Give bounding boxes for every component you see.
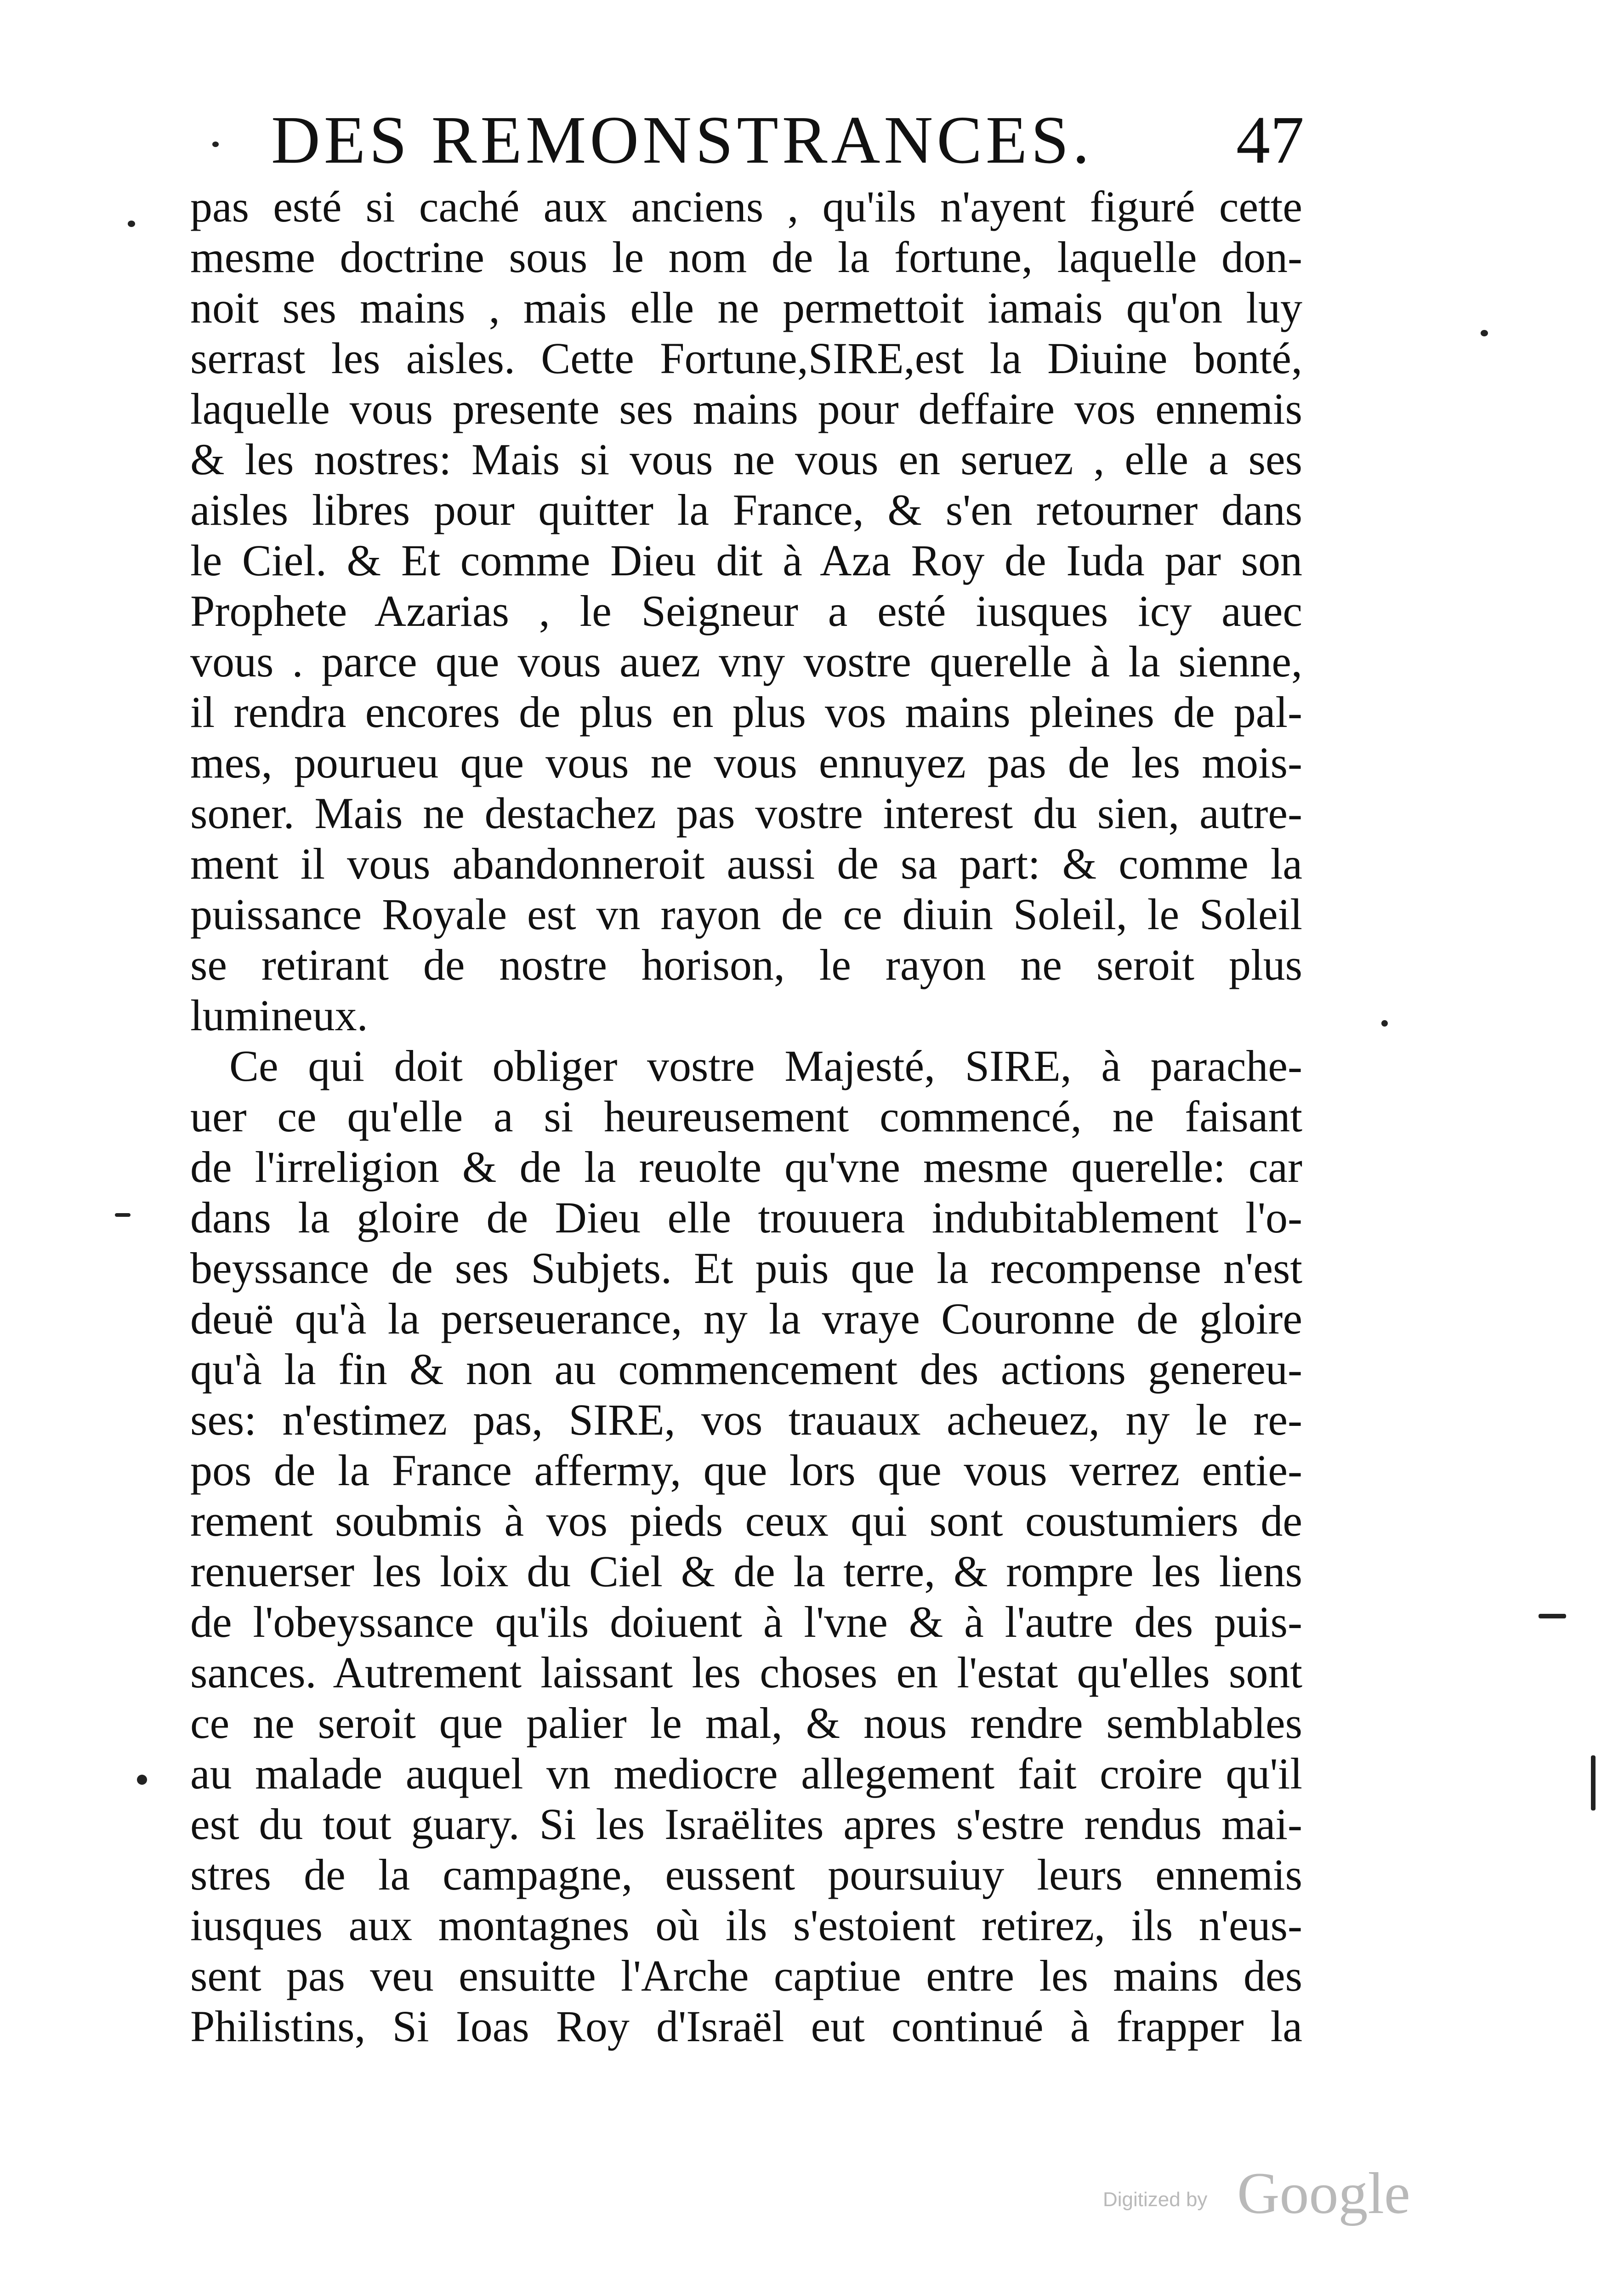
text-line: Philistins, Si Ioas Roy d'Israël eut continué à frapper la bbox=[190, 2002, 1302, 2051]
scan-speck bbox=[137, 1775, 147, 1785]
text-line: de l'obeyssance qu'ils doiuent à l'vne & à l'autre des puis- bbox=[190, 1597, 1302, 1646]
digitized-by-label: Digitized by bbox=[1103, 2188, 1208, 2211]
text-line: Prophete Azarias , le Seigneur a esté iusques icy auec bbox=[190, 586, 1302, 636]
text-line: sances. Autrement laissant les choses en l'estat qu'elles sont bbox=[190, 1648, 1302, 1697]
text-line: Ce qui doit obliger vostre Majesté, SIRE, à parache- bbox=[229, 1041, 1302, 1090]
text-line: ce ne seroit que palier le mal, & nous rendre semblables bbox=[190, 1698, 1302, 1748]
google-logo: Google bbox=[1237, 2161, 1410, 2226]
text-line: lumineux. bbox=[190, 991, 368, 1040]
scan-speck bbox=[1539, 1614, 1566, 1618]
scan-speck bbox=[1381, 1020, 1388, 1027]
text-line: puissance Royale est vn rayon de ce diuin Soleil, le Soleil bbox=[190, 890, 1302, 939]
text-line: uer ce qu'elle a si heureusement commencé, ne faisant bbox=[190, 1092, 1302, 1141]
text-line: serrast les aisles. Cette Fortune,SIRE,est la Diuine bonté, bbox=[190, 334, 1302, 383]
text-line: aisles libres pour quitter la France, & s'en retourner dans bbox=[190, 485, 1302, 534]
text-line: ment il vous abandonneroit aussi de sa part: & comme la bbox=[190, 839, 1302, 888]
digitized-by-watermark bbox=[1103, 2160, 1516, 2229]
text-line: pos de la France affermy, que lors que vous verrez entie- bbox=[190, 1446, 1302, 1495]
text-line: renuerser les loix du Ciel & de la terre, & rompre les liens bbox=[190, 1547, 1302, 1596]
scan-speck bbox=[212, 142, 219, 147]
text-line: est du tout guary. Si les Israëlites apres s'estre rendus mai- bbox=[190, 1799, 1302, 1849]
page-number: 47 bbox=[1236, 102, 1304, 178]
text-line: beyssance de ses Subjets. Et puis que la recompense n'est bbox=[190, 1243, 1302, 1293]
scan-speck bbox=[115, 1213, 131, 1217]
text-line: mesme doctrine sous le nom de la fortune, laquelle don- bbox=[190, 233, 1302, 282]
text-line: laquelle vous presente ses mains pour deffaire vos ennemis bbox=[190, 384, 1302, 433]
text-line: noit ses mains , mais elle ne permettoit iamais qu'on luy bbox=[190, 283, 1302, 332]
text-line: iusques aux montagnes où ils s'estoient retirez, ils n'eus- bbox=[190, 1901, 1302, 1950]
text-line: soner. Mais ne destachez pas vostre interest du sien, autre- bbox=[190, 789, 1302, 838]
text-line: dans la gloire de Dieu elle trouuera indubitablement l'o- bbox=[190, 1193, 1302, 1242]
body-text bbox=[190, 182, 1302, 2052]
text-line: il rendra encores de plus en plus vos mains pleines de pal- bbox=[190, 687, 1302, 737]
running-head bbox=[257, 94, 1360, 186]
text-line: pas esté si caché aux anciens , qu'ils n'ayent figuré cette bbox=[190, 182, 1302, 231]
text-line: deuë qu'à la perseuerance, ny la vraye Couronne de gloire bbox=[190, 1294, 1302, 1343]
running-title: DES REMONSTRANCES. bbox=[271, 102, 1093, 178]
text-line: au malade auquel vn mediocre allegement fait croire qu'il bbox=[190, 1749, 1302, 1798]
text-line: se retirant de nostre horison, le rayon ne seroit plus bbox=[190, 940, 1302, 989]
text-line: sent pas veu ensuitte l'Arche captiue entre les mains des bbox=[190, 1951, 1302, 2000]
text-line: le Ciel. & Et comme Dieu dit à Aza Roy de Iuda par son bbox=[190, 536, 1302, 585]
scan-speck bbox=[1591, 1755, 1596, 1811]
text-line: vous . parce que vous auez vny vostre querelle à la sienne, bbox=[190, 637, 1302, 686]
scan-speck bbox=[128, 221, 135, 227]
text-line: ses: n'estimez pas, SIRE, vos trauaux acheuez, ny le re- bbox=[190, 1395, 1302, 1444]
text-line: qu'à la fin & non au commencement des actions genereu- bbox=[190, 1345, 1302, 1394]
text-line: rement soubmis à vos pieds ceux qui sont coustumiers de bbox=[190, 1496, 1302, 1545]
scan-speck bbox=[1481, 330, 1488, 336]
text-line: mes, pourueu que vous ne vous ennuyez pas de les mois- bbox=[190, 738, 1302, 787]
text-line: & les nostres: Mais si vous ne vous en seruez , elle a ses bbox=[190, 435, 1302, 484]
text-line: stres de la campagne, eussent poursuiuy leurs ennemis bbox=[190, 1850, 1302, 1899]
text-line: de l'irreligion & de la reuolte qu'vne mesme querelle: car bbox=[190, 1142, 1302, 1192]
